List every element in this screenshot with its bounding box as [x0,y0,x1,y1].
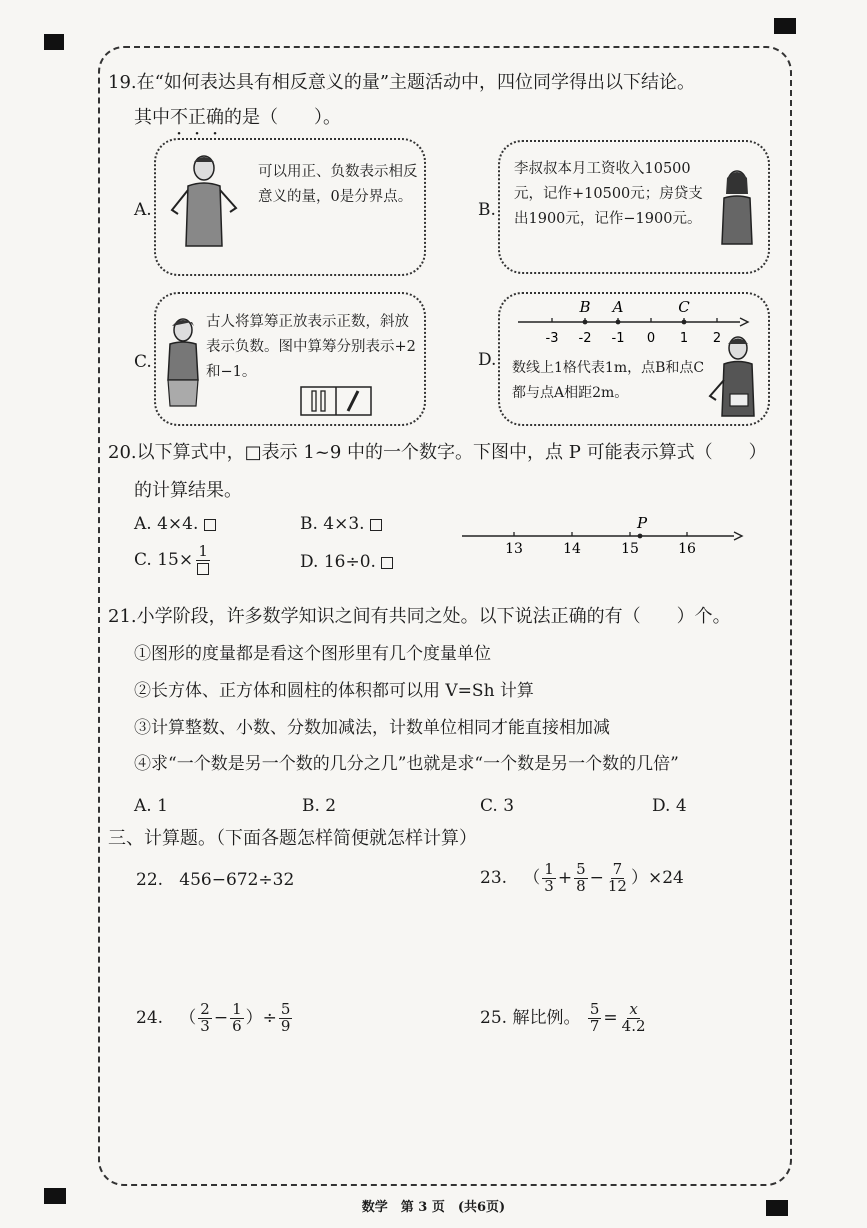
q23: 23. （ $\frac{1}{3}$ + $\frac{5}{8}$ − $\frac{7}{12}$ ）×24 [480,860,684,895]
tick-label: 1 [679,331,689,346]
q19-option-d-text: 数线上1格代表1m，点B和点C都与点A相距2m。 [512,360,705,401]
q21-stem: 21.小学阶段，许多数学知识之间有共同之处。以下说法正确的有（ ）个。 [108,606,731,627]
digit-box-icon [370,519,382,531]
digit-box-icon [381,557,393,569]
q19-option-c-text: 古人将算筹正放表示正数，斜放表示负数。图中算筹分别表示+2和−1。 [206,314,416,380]
q21-statement-4: ④求“一个数是另一个数的几分之几”也就是求“一个数是另一个数的几倍” [134,754,679,774]
digit-box-icon [197,563,209,575]
tick-label: 0 [646,331,656,346]
counting-rods-figure [300,386,372,416]
q20-number-line [458,512,746,558]
q25: 25. 解比例。 $\frac{5}{7}$ = $\frac{x}{4.2}$ [480,1000,646,1035]
tick-label: 16 [678,541,696,557]
tick-label: 15 [621,541,639,557]
q21-option-d: D. 4 [652,796,687,816]
registration-mark-top-left [44,34,64,50]
q22: 22. 456−672÷32 [136,870,295,890]
tick-label: -1 [611,331,625,346]
tick-label: 14 [563,541,581,557]
q19-option-a-text: 可以用正、负数表示相反意义的量，0是分界点。 [258,164,418,205]
q19-stem-line2: 其中不正确的是（ ）。 [134,107,341,128]
tick-label: -2 [578,331,592,346]
q20-option-b: B. 4×3. [300,514,382,534]
registration-mark-top-right [774,18,796,34]
q21-statement-2: ②长方体、正方体和圆柱的体积都可以用 V=Sh 计算 [134,681,534,701]
q19-option-d-label: D. [478,350,497,370]
q20-stem: 20.以下算式中，□表示 1~9 中的一个数字。下图中，点 P 可能表示算式（ ） [108,442,767,463]
q20-option-c: C. 15× 1 [134,544,213,577]
q19-option-b-text: 李叔叔本月工资收入10500元，记作+10500元；房贷支出1900元，记作−1900元。 [514,161,703,227]
tick-label: 13 [505,541,523,557]
q20-option-a: A. 4×4. [134,514,216,534]
q20-option-d: D. 16÷0. [300,552,393,572]
q21-option-b: B. 2 [302,796,337,816]
q19-option-a-label: A. [134,200,152,220]
q24: 24. （ $\frac{2}{3}$ − $\frac{1}{6}$ ）÷ $\frac{5}{9}$ [136,1000,291,1035]
girl-figure [712,168,762,248]
man-figure [706,334,766,418]
q21-option-a: A. 1 [134,796,168,816]
q21-option-c: C. 3 [480,796,515,816]
q21-statement-3: ③计算整数、小数、分数加减法，计数单位相同才能直接相加减 [134,718,610,738]
boy-teacher-figure [164,150,244,250]
digit-box-icon [204,519,216,531]
point-p-label: P [636,514,648,532]
q19-option-b-label: B. [478,200,496,220]
q21-statement-1: ①图形的度量都是看这个图形里有几个度量单位 [134,644,491,664]
point-a-label: A [612,298,624,316]
q20-stem-line2: 的计算结果。 [134,480,242,501]
page-footer: 数学 第 3 页 (共6页) [361,1200,506,1215]
q19-option-c-label: C. [134,352,152,372]
tick-label: -3 [545,331,559,346]
point-b-label: B [579,298,591,316]
point-c-label: C [678,298,690,316]
tick-label: 2 [712,331,722,346]
q19-stem: 19.在“如何表达具有相反意义的量”主题活动中，四位同学得出以下结论。 [108,72,696,93]
section3-title: 三、计算题。（下面各题怎样简便就怎样计算） [108,828,477,849]
student-figure [162,316,204,408]
